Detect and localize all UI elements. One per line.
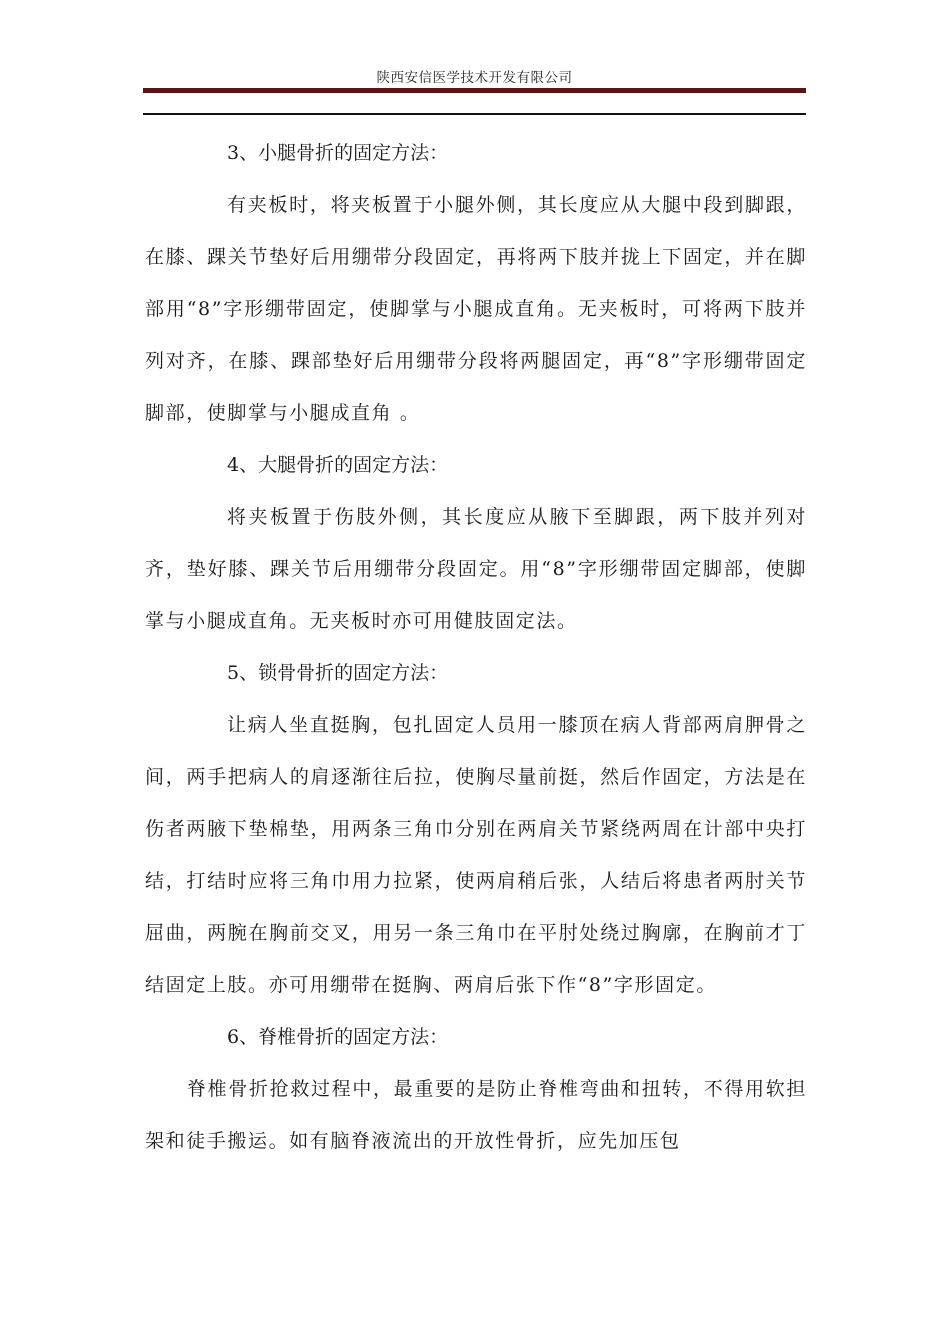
section-heading-4: 4、大腿骨折的固定方法： — [227, 454, 449, 476]
page-header-company: 陕西安信医学技术开发有限公司 — [376, 70, 573, 86]
header-rule-thin — [143, 113, 806, 115]
section-body-3: 有夹板时，将夹板置于小腿外侧，其长度应从大腿中段到脚跟，在膝、踝关节垫好后用绷带分段固定，再将两下肢并拢上下固定，并在脚部用“8”字形绷带固定，使脚掌与小腿成直角。无夹板时，可将两下肢并列对齐，在膝、踝部垫好后用绷带分段将两腿固定，再“8”字形绷带固定脚部，使脚掌与小腿成直角 。 — [145, 194, 807, 424]
section-body-4: 将夹板置于伤肢外侧，其长度应从腋下至脚跟，两下肢并列对齐，垫好膝、踝关节后用绷带分段固定。用“8”字形绷带固定脚部，使脚掌与小腿成直角。无夹板时亦可用健肢固定法。 — [145, 506, 807, 632]
header-rule-thick — [143, 88, 806, 93]
section-heading-3: 3、小腿骨折的固定方法： — [227, 142, 449, 164]
document-body — [145, 127, 807, 1167]
section-body-6: 脊椎骨折抢救过程中，最重要的是防止脊椎弯曲和扭转，不得用软担架和徒手搬运。如有脑脊液流出的开放性骨折，应先加压包 — [145, 1078, 807, 1152]
section-heading-6: 6、脊椎骨折的固定方法： — [227, 1026, 449, 1048]
section-body-5: 让病人坐直挺胸，包扎固定人员用一膝顶在病人背部两肩胛骨之间，两手把病人的肩逐渐往后拉，使胸尽量前挺，然后作固定，方法是在伤者两腋下垫棉垫，用两条三角巾分别在两肩关节紧绕两周在计部中央打结，打结时应将三角巾用力拉紧，使两肩稍后张，人结后将患者两肘关节屈曲，两腕在胸前交叉，用另一条三角巾在平肘处绕过胸廓，在胸前才丁结固定上肢。亦可用绷带在挺胸、两肩后张下作“8”字形固定。 — [145, 714, 807, 996]
section-heading-5: 5、锁骨骨折的固定方法： — [227, 662, 449, 684]
